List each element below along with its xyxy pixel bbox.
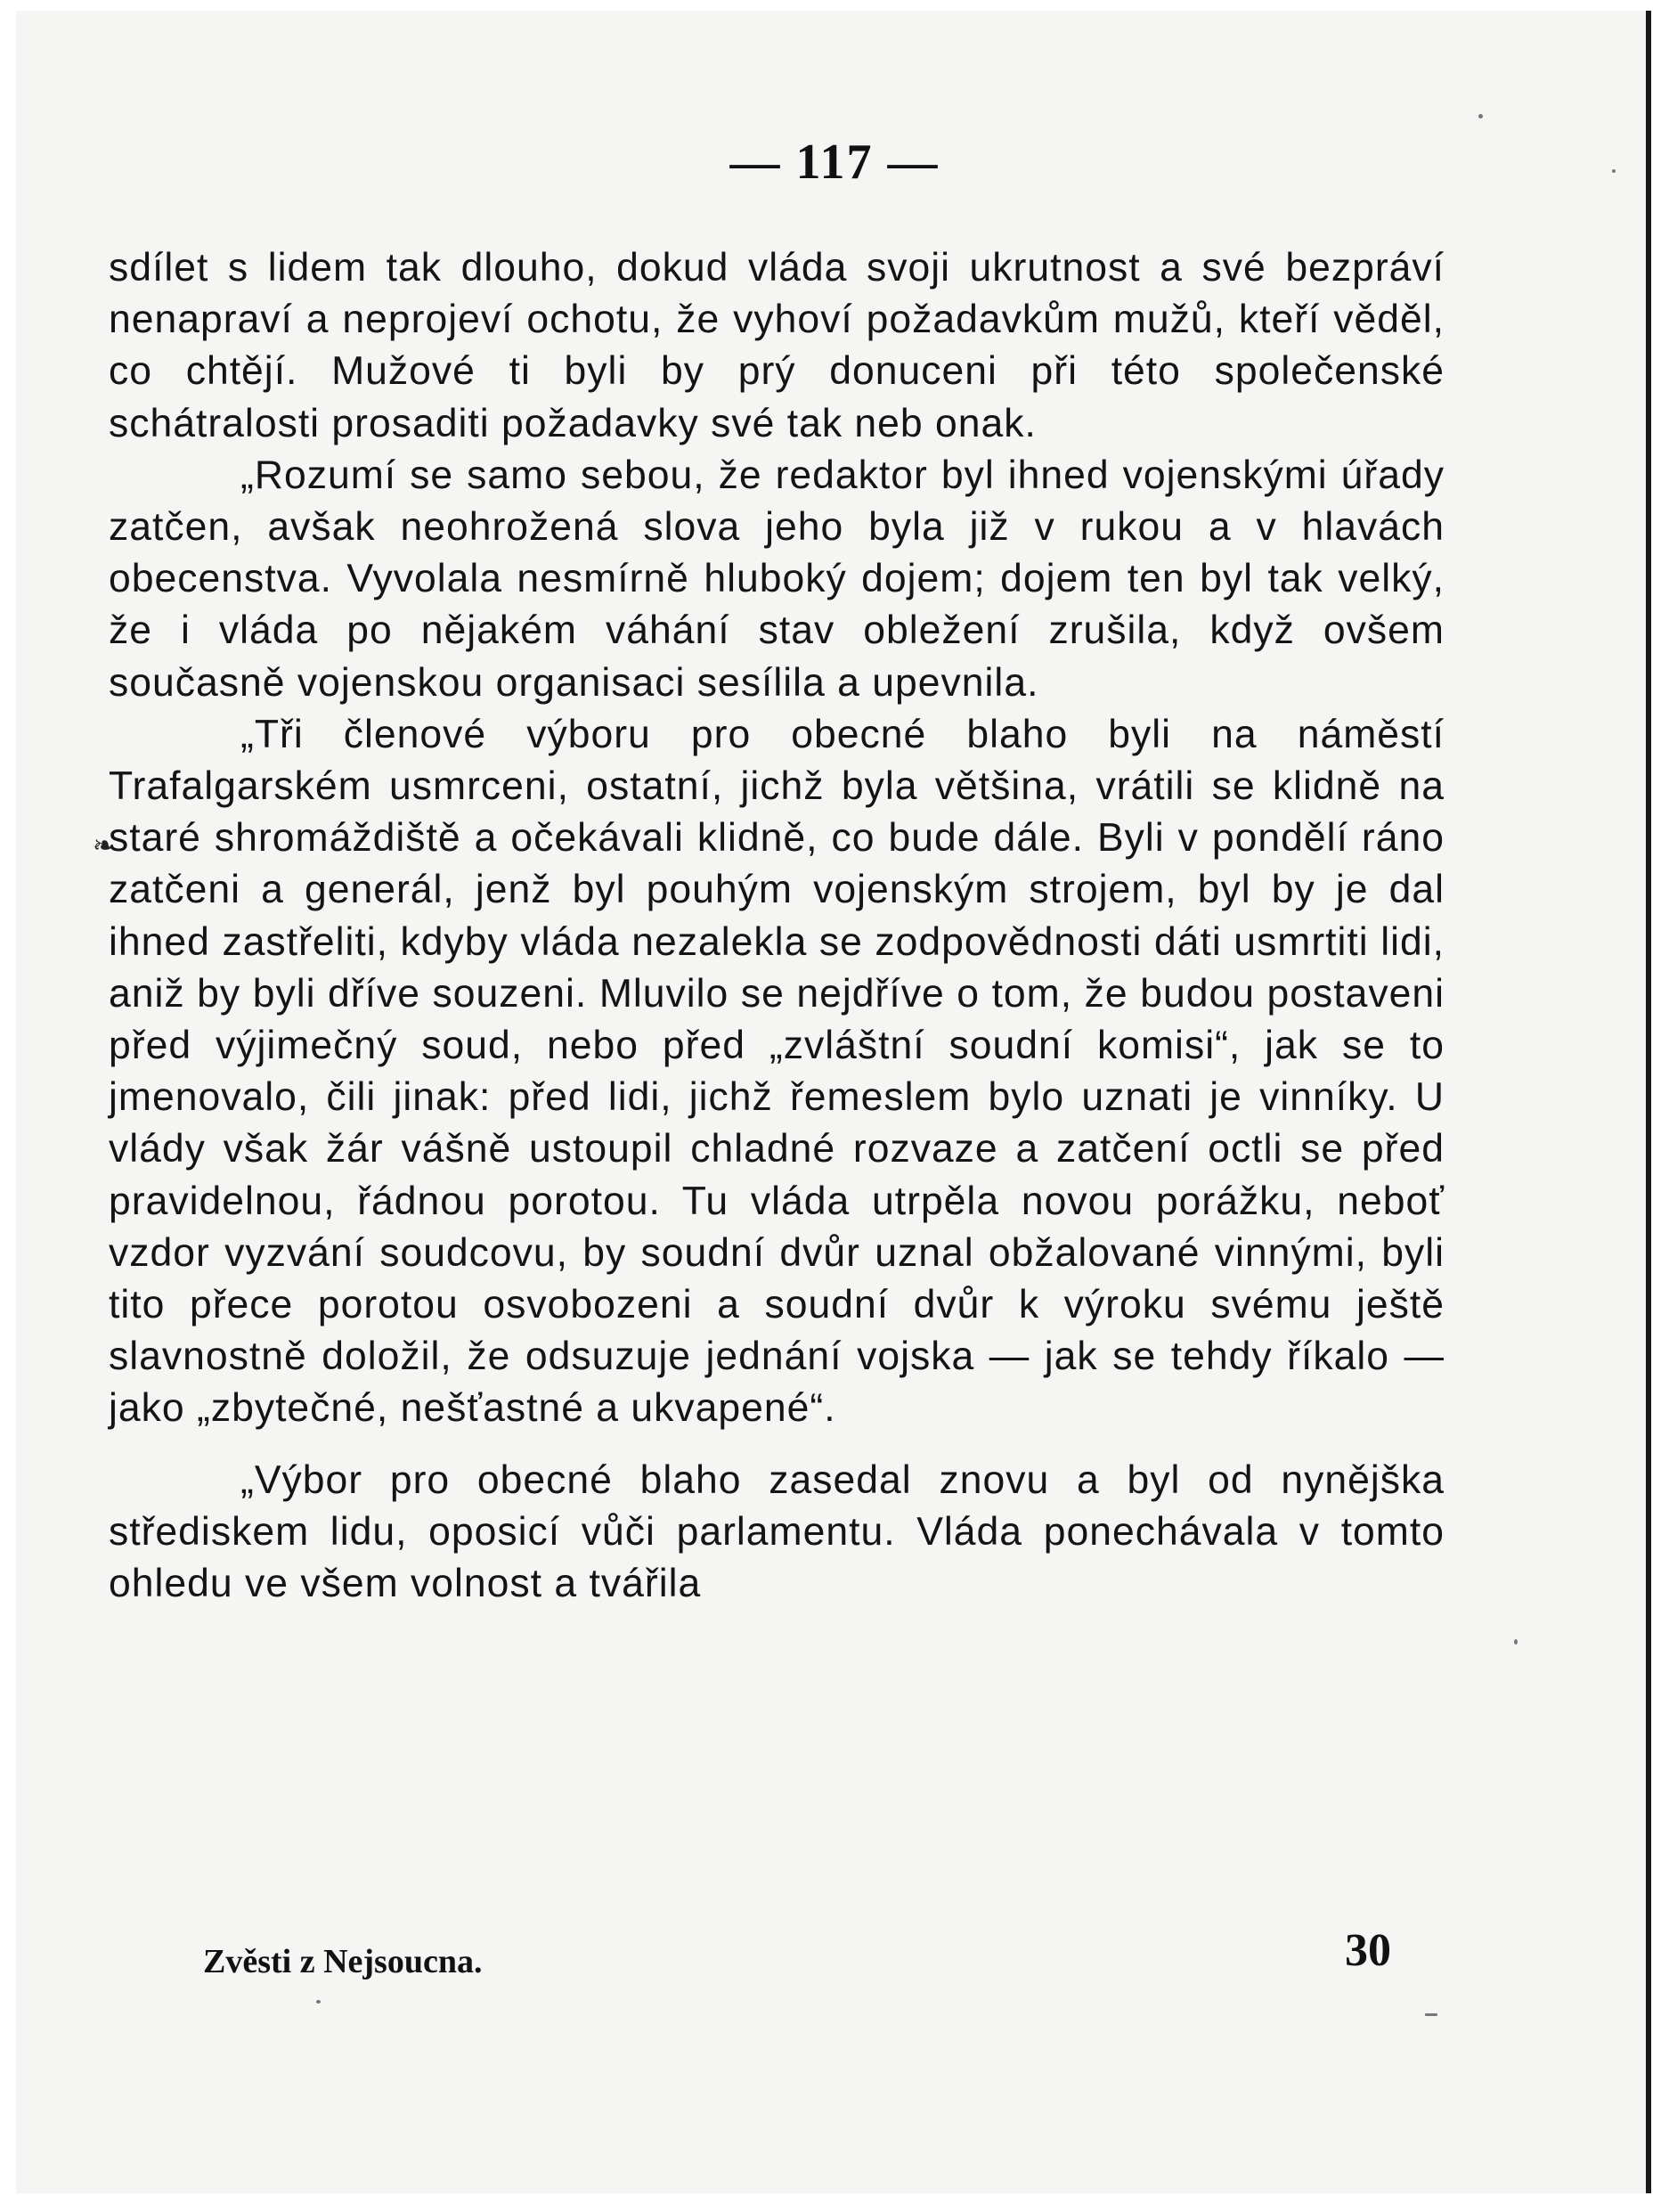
dust-speck bbox=[1425, 2013, 1437, 2016]
source-title: Zvěsti z Nejsoucna. bbox=[203, 1943, 483, 1980]
paragraph-1: sdílet s lidem tak dlouho, dokud vláda svoji ukrutnost a své bezpráví nenapraví a neprojeví ochotu, že vyhoví požadavkům mužů, kteří věděl, co chtějí. Mužové ti byli by prý donuceni při této společenské schátralosti prosaditi požadavky své tak neb onak. bbox=[109, 246, 1445, 445]
dust-speck bbox=[1478, 114, 1483, 118]
paragraph-4: „Výbor pro obecné blaho zasedal znovu a byl od nynějška střediskem lidu, oposicí vůči parlamentu. Vláda ponechávala v tomto ohledu ve všem volnost a tvářila bbox=[109, 1457, 1445, 1606]
body-text bbox=[109, 242, 1445, 1610]
dust-speck bbox=[316, 2000, 321, 2004]
page-number: — 117 — bbox=[729, 135, 940, 190]
dust-speck bbox=[1612, 169, 1616, 173]
signature-mark: 30 bbox=[1345, 1925, 1391, 1976]
margin-mark: ❧ bbox=[93, 830, 116, 861]
paragraph-2: „Rozumí se samo sebou, že redaktor byl ihned vojenskými úřady zatčen, avšak neohrožená slova jeho byla již v rukou a v hlavách obecenstva. Vyvolala nesmírně hluboký dojem; dojem ten byl tak velký, že i vláda po nějakém váhání stav obležení zrušila, když ovšem současně vojenskou organisaci sesílila a upevnila. bbox=[109, 453, 1445, 705]
paragraph-3: „Tři členové výboru pro obecné blaho byli na náměstí Trafalgarském usmrceni, ostatní, jichž byla většina, vrátili se klidně na staré shromáždiště a očekávali klidně, co bude dále. Byli v pondělí ráno zatčeni a generál, jenž byl pouhým vojenským strojem, byl by je dal ihned zastřeliti, kdyby vláda nezalekla se zodpovědnosti dáti usmrtiti lidi, aniž by byli dříve souzeni. Mluvilo se nejdříve o tom, že budou postaveni před výjimečný soud, nebo před „zvláštní soudní komisi“, jak se to jmenovalo, čili jinak: před lidi, jichž řemeslem bylo uznati je vinníky. U vlády však žár vášně ustoupil chladné rozvaze a zatčení octli se před pravidelnou, řádnou porotou. Tu vláda utrpěla novou porážku, neboť vzdor vyzvání soudcovu, by soudní dvůr uznal obžalované vinnými, byli tito přece porotou osvobozeni a soudní dvůr k výroku svému ještě slavnostně doložil, že odsuzuje jednání vojska — jak se tehdy říkalo — jako „zbytečné, nešťastné a ukvapené“. bbox=[109, 712, 1445, 1431]
dust-speck bbox=[1514, 1639, 1518, 1645]
